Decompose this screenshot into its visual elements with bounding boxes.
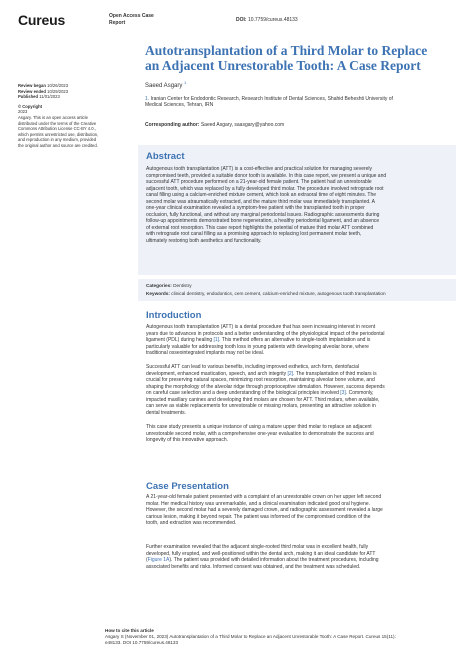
copyright-block <box>18 104 118 149</box>
categories-line <box>146 283 192 288</box>
license-line: Asgary. This is an open access article <box>18 114 88 120</box>
keywords-value: clinical dentistry, endodontics, cem cement, calcium-enriched mixture, autogenous tooth transplantation <box>171 291 386 296</box>
license-line: and reproduction in any medium, provided <box>18 137 97 143</box>
author-line <box>145 80 186 89</box>
corresponding-value[interactable]: Saeed Asgary, saasgary@yahoo.com <box>200 122 285 128</box>
citation-line1: Asgary S (November 01, 2023) Autotransplantation of a Third Molar to Replace an Adjacent Unrestorable Tooth: A Case Report. Cureus 15(11): <box>105 633 396 639</box>
author-affiliation-mark: 1 <box>184 80 187 85</box>
article-type-line2: Report <box>109 20 126 26</box>
affiliation-line1: 1. Iranian Center for Endodontic Research, Research Institute of Dental Sciences, Shahid Beheshti University of <box>145 96 393 102</box>
title-line1: Autotransplantation of a Third Molar to Replace <box>145 43 428 58</box>
citation-line2: e48133. DOI 10.7759/cureus.48133 <box>105 639 179 645</box>
article-type-line1: Open Access Case <box>109 13 154 19</box>
corresponding-label: Corresponding author: <box>145 122 200 128</box>
copyright-year: 2023 <box>18 109 28 115</box>
introduction-paragraph-2: Successful ATT can lead to various benefits, including improved esthetics, arch form, dentofacial development, enhanced mastication, speech, and arch integrity [2]. The transplantation of third molars is crucial for preserving natural spaces, minimizing root resorption, maintaining alveolar bone volume, and shaping the morphology of the alveolar ridge through proprioceptive stimulation. However, success depends on careful case selection and a deep understanding of the biological principles involved [3]. Commonly, impacted maxillary canines and developing third molars are chosen for ATT. Third molars, when available, can serve as viable replacements for unrestorable or missing molars, presenting an attractive solution in dental treatments. <box>146 364 385 416</box>
introduction-paragraph-1: Autogenous tooth transplantation (ATT) is a dental procedure that has seen increasing interest in recent years due to advances in protocols and a better understanding of the physiological impact of the periodontal ligament (PDL) during healing [1]. This method offers an alternative to single-tooth implantation and is particularly valuable for addressing tooth loss in young patients with developing alveolar bone, where traditional osseointegrated implants may not be ideal. <box>146 324 385 357</box>
author-name: Saeed Asgary <box>145 83 183 89</box>
abstract-heading: Abstract <box>146 151 185 162</box>
introduction-paragraph-3: This case study presents a unique instance of using a mature upper third molar to replace an adjacent unrestorable second molar, with a comprehensive one-year evaluation to demonstrate the success and longevity of this innovative approach. <box>146 424 374 444</box>
affiliation <box>145 96 445 109</box>
license-line: Commons Attribution License CC-BY 4.0., <box>18 126 96 132</box>
reference-link[interactable]: [2] <box>287 370 294 377</box>
reference-link[interactable]: [3] <box>340 390 346 397</box>
date-published: Published 11/01/2023 <box>18 94 60 100</box>
keywords-line <box>146 291 386 296</box>
doi-label: DOI: <box>236 17 247 23</box>
abstract-text: Autogenous tooth transplantation (ATT) is a cost-effective and practical solution for managing severely compromised teeth, provided a suitable donor tooth is available. In this case report, we present a unique and successful ATT procedure performed on a 21-year-old female patient. The patient had an unrestorable adjacent tooth, which was replaced by a fully developed third molar. The procedure involved retrograde root canal filling using a calcium-enriched mixture cement, which took an extraoral time of eight minutes. The second molar was atraumatically extracted, and the mature third molar was immediately transplanted. A one-year clinical examination revealed a symptom-free patient with the transplanted tooth in proper occlusion, fully functional, and without any marginal periodontal issues. Radiographic assessments during follow-up appointments demonstrated bone regeneration, a healthy periodontal ligament, and an absence of external root resorption. This case report highlights the potential of mature third molar ATT combined with retrograde root canal filling as a promising approach to replacing lost permanent molar teeth, ultimately restoring both aesthetics and functionality. <box>146 166 387 245</box>
reference-link[interactable]: [1] <box>213 337 220 344</box>
doi-value[interactable]: 10.7759/cureus.48133 <box>247 17 298 23</box>
affiliation-number: 1. <box>145 96 150 102</box>
citation-heading: How to cite this article <box>105 628 154 633</box>
citation-footer <box>105 628 465 646</box>
case-paragraph-2: Further examination revealed that the adjacent single-rooted third molar was in excellent health, fully developed, fully erupted, and well-positioned within the dental arch, making it an ideal candidate for ATT (Figure 1A). The patient was provided with detailed information about the treatment procedures, including associated benefits and risks. Informed consent was obtained, and the treatment was scheduled. <box>146 544 379 570</box>
license-line: the original author and source are credited. <box>18 142 98 148</box>
article-type <box>109 13 179 27</box>
categories-label: Categories: <box>146 283 172 288</box>
date-review-began: Review began 10/26/2023 <box>18 83 69 88</box>
sidebar <box>18 83 118 149</box>
case-presentation-heading: Case Presentation <box>146 481 229 492</box>
article-title <box>145 43 445 73</box>
title-line2: an Adjacent Unrestorable Tooth: A Case Report <box>145 58 421 73</box>
review-dates <box>18 83 118 100</box>
categories-value[interactable]: Dentistry <box>173 283 192 288</box>
introduction-heading: Introduction <box>146 310 202 321</box>
license-line: which permits unrestricted use, distribution, <box>18 131 99 137</box>
reference-link[interactable]: Figure 1A <box>147 557 170 564</box>
date-review-ended: Review ended 10/29/2023 <box>18 88 69 94</box>
copyright-label: © Copyright <box>18 103 43 109</box>
license-line: distributed under the terms of the Creative <box>18 120 97 126</box>
corresponding-author <box>145 122 284 128</box>
keywords-label: Keywords: <box>146 291 170 296</box>
header-doi[interactable] <box>236 17 298 23</box>
case-paragraph-1: A 21-year-old female patient presented with a complaint of an unrestorable crown on her upper left second molar. Her medical history was unremarkable, and a clinical examination indicated good oral hygiene. However, the second molar had a severely damaged crown, and radiographic assessment revealed a large carious lesion, making it beyond repair. The patient was informed of the compromised condition of the tooth, and extraction was recommended. <box>146 494 383 527</box>
journal-logo: Cureus <box>18 12 66 28</box>
affiliation-line2: Medical Sciences, Tehran, IRN <box>145 102 214 109</box>
